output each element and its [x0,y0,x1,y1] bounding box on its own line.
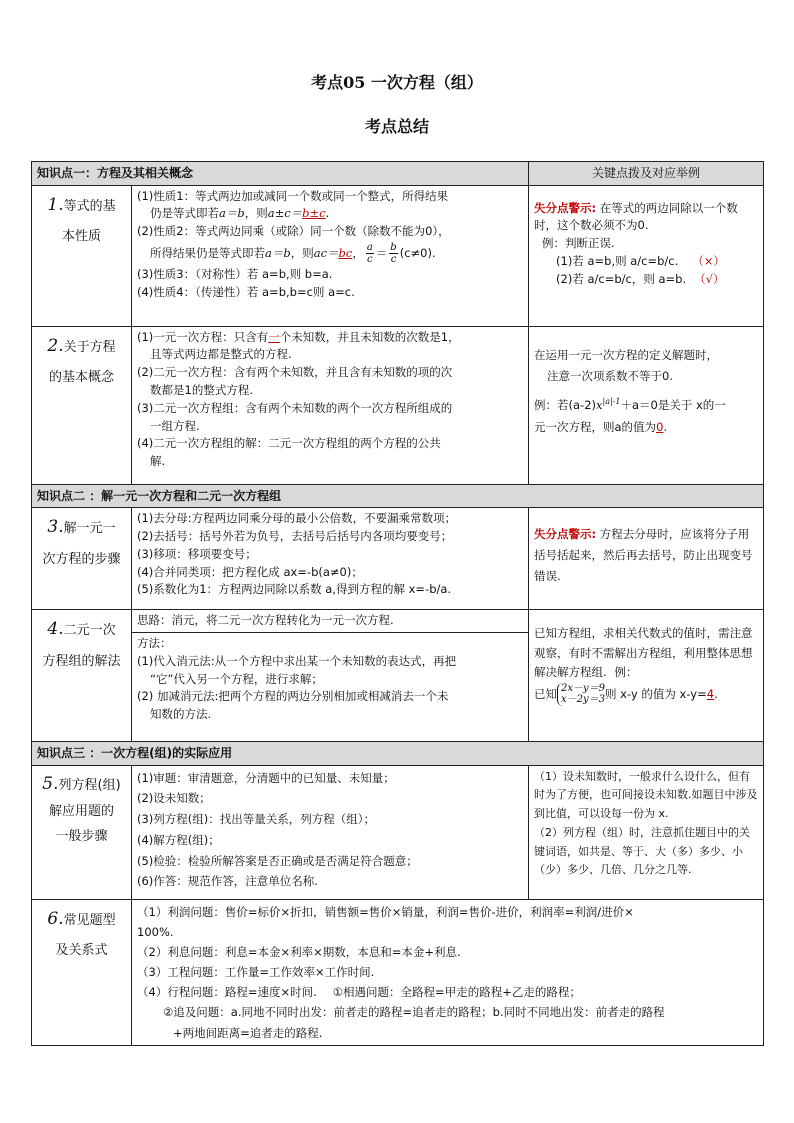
equality-properties-content: (1)性质1：等式两边加或减同一个数或同一个整式，所得结果 仍是等式即若a＝b，则a±c＝b±c. (2)性质2：等式两边同乘（或除）同一个数（除数不能为0）， 所得结果仍是等式即若a＝b，则ac＝bc， $\frac{a}{c}$ ＝ $\frac{b}{c}$ (c≠0). (3)性质3：（对称性）若 a=b,则 b=a. (4)性质4：（传递性）若 a=b,b=c则 a=c. [132,185,529,326]
solve-linear-steps-tips: 失分点警示: 方程去分母时，应该将分子用括号括起来，然后再去括号，防止出现变号错误. [529,508,764,610]
page-subtitle: 考点总结 [364,117,429,136]
table-row [32,185,764,326]
section1-header-row [32,162,764,186]
key-points-header: 关键点拨及对应举例 [529,162,764,186]
system-solving-idea: 思路：消元，将二元一次方程转化为一元一次方程. [132,610,528,633]
table-row [32,899,764,1045]
summary-table [31,161,764,1046]
row-label-equation-concepts: 2.关于方程 的基本概念 [32,326,132,484]
section2-header: 知识点二 ：解一元一次方程和二元一次方程组 [32,484,764,508]
table-row [32,508,764,610]
row-label-system-solving: 4.二元一次 方程组的解法 [32,610,132,742]
row-label-equality-properties: 1.等式的基 本性质 [32,185,132,326]
section1-header: 知识点一：方程及其相关概念 [32,162,529,186]
system-solving-content: 思路：消元，将二元一次方程转化为一元一次方程. 方法： (1)代入消元法:从一个方程中求出某一个未知数的表达式，再把 “它”代入另一个方程，进行求解； (2) 加减消元法:把两个方程的两边分别相加或相减消去一个未 知数的方法. [132,610,529,742]
equation-concepts-tips: 在运用一元一次方程的定义解题时， 注意一次项系数不等于0. 例：若$(a-2)x^{|a|-1}+a=0$是关于 x的一 元一次方程，则a的值为0. [529,326,764,484]
section3-header-row [32,742,764,766]
system-solving-tips: 已知方程组，求相关代数式的值时，需注意观察，有时不需解出方程组，利用整体思想解决解方程组. 例： 已知 2x－y＝9 x－2y＝3 则 x-y 的值为 x-y=4. [529,610,764,742]
equation-concepts-content: (1)一元一次方程：只含有一个未知数，并且未知数的次数是1， 且等式两边都是整式的方程. (2)二元一次方程：含有两个未知数，并且含有未知数的项的次 数都是1的整式方程. (3)二元一次方程组：含有两个未知数的两个一次方程所组成的 一组方程. (4)二元一次方程组的解：二元一次方程组的两个方程的公共 解. [132,326,529,484]
warning-label: 失分点警示: [534,200,597,215]
solve-linear-steps-content: (1)去分母:方程两边同乘分母的最小公倍数，不要漏乘常数项； (2)去括号：括号外若为负号，去括号后括号内各项均要变号； (3)移项：移项要变号； (4)合并同类项：把方程化成 ax=-b(a≠0)； (5)系数化为1：方程两边同除以系数 a,得到方程的解 x=-b/a. [132,508,529,610]
page-title: 考点05 一次方程（组） [311,73,483,92]
common-problem-types-content: （1）利润问题：售价=标价×折扣，销售额=售价×销量，利润=售价-进价，利润率=利润/进价× 100%. （2）利息问题：利息=本金×利率×期数，本息和=本金+利息. （3）工程问题：工作量=工作效率×工作时间. （4）行程问题：路程=速度×时间. ①相遇问题：全路程=甲走的路程+乙走的路程； ②追及问题：a.同地不同时出发：前者走的路程=追者走的路程；b.同时不同地出发：前者走的路程 +两地间距离=追者走的路程. [132,899,764,1045]
equation-system: 2x－y＝9 x－2y＝3 [557,683,605,706]
table-row [32,610,764,742]
word-problem-steps-tips: （1）设未知数时，一般求什么设什么，但有时为了方便，也可间接设未知数.如题目中涉及到比值，可以设每一份为 x. （2）列方程（组）时，注意抓住题目中的关键词语，如共是、等于、大（多）多少、小（少）多少、几倍、几分之几等. [529,765,764,899]
word-problem-steps-content: (1)审题：审清题意，分清题中的已知量、未知量； (2)设未知数； (3)列方程(组)：找出等量关系，列方程（组）； (4)解方程(组)； (5)检验：检验所解答案是否正确或是否满足符合题意； (6)作答：规范作答，注意单位名称. [132,765,529,899]
correct-mark: （√） [694,271,725,286]
row-label-common-problem-types: 6.常见题型 及关系式 [32,899,132,1045]
table-row [32,326,764,484]
section3-header: 知识点三 ：一次方程(组)的实际应用 [32,742,764,766]
row-label-word-problem-steps: 5.列方程(组) 解应用题的 一般步骤 [32,765,132,899]
fraction-a-over-c: $\frac{a}{c}$ [366,242,373,266]
warning-label: 失分点警示: [534,527,597,542]
wrong-mark: （×） [692,254,725,269]
row-label-solve-linear-steps: 3.解一元一 次方程的步骤 [32,508,132,610]
table-row [32,765,764,899]
fraction-b-over-c: $\frac{b}{c}$ [390,242,397,266]
equality-properties-tips: 失分点警示: 在等式的两边同除以一个数时，这个数必须不为0. 例：判断正误. (1)若 a=b,则 a/c=b/c. （×） (2)若 a/c=b/c，则 a=b. （√） [529,185,764,326]
section2-header-row [32,484,764,508]
